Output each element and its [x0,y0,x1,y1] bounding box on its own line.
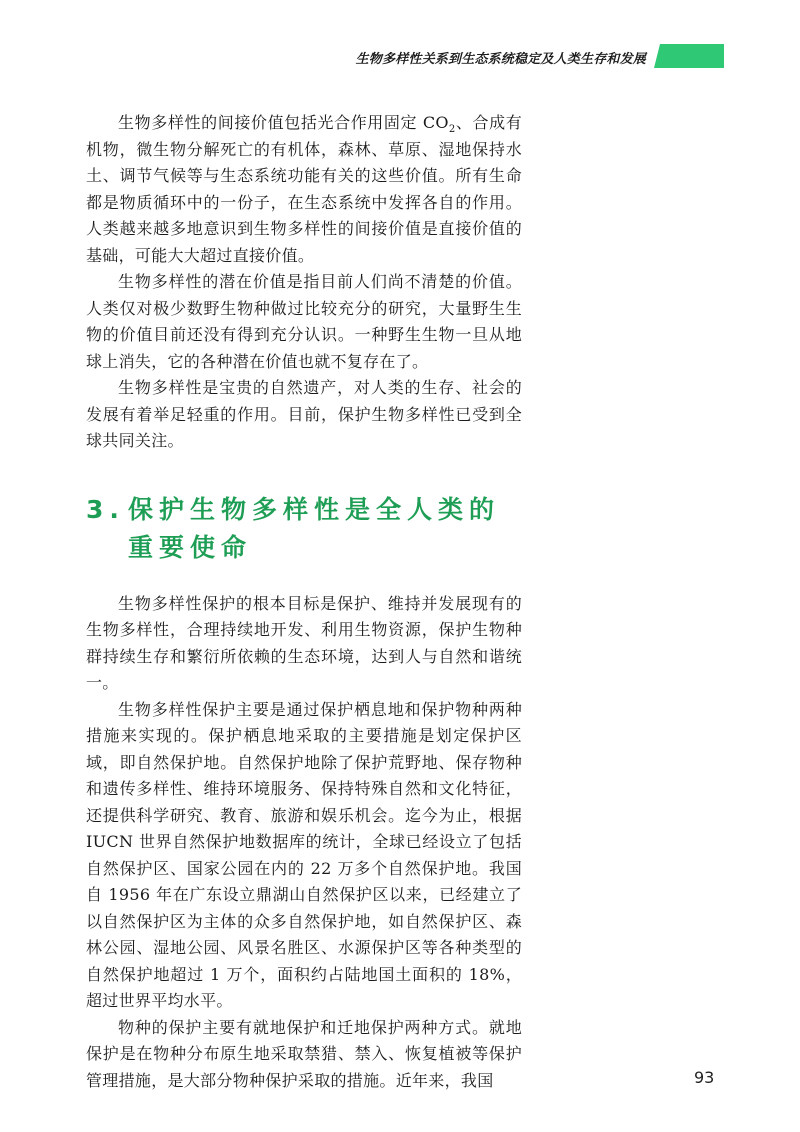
page-body [86,110,522,1094]
subscript: 2 [448,124,456,136]
page-number: 93 [694,1068,715,1087]
paragraph-potential-value: 生物多样性的潜在价值是指目前人们尚不清楚的价值。人类仅对极少数野生物种做过比较充分的研究，大量野生生物的价值目前还没有得到充分认识。一种野生生物一旦从地球上消失，它的各种潜在价值也就不复存在了。 [86,272,522,371]
section-title: 保护生物多样性是全人类的重要使命 [128,494,501,562]
section-number: 3. [86,494,125,524]
paragraph-habitat-protection: 生物多样性保护主要是通过保护栖息地和保护物种两种措施来实现的。保护栖息地采取的主要措施是划定保护区域，即自然保护地。自然保护地除了保护荒野地、保存物种和遗传多样性、维持环境服务、保持特殊自然和文化特征，还提供科学研究、教育、旅游和娱乐机会。迄今为止，根据 IUCN 世界自然保护地数据库的统计，全球已经设立了包括自然保护区、国家公园在内的 22 万多个自然保护地。我国自 1956 年在广东设立鼎湖山自然保护区以来，已经建立了以自然保护区为主体的众多自然保护地，如自然保护区、森林公园、湿地公园、风景名胜区、水源保护区等各种类型的自然保护地超过 1 万个，面积约占陆地国土面积的 18%，超过世界平均水平。 [86,699,522,1010]
paragraph-indirect-value [86,110,522,269]
section-heading [86,491,522,567]
paragraph-text: 、合成有机物，微生物分解死亡的有机体，森林、草原、湿地保持水土、调节气候等与生态系统功能有关的这些价值。所有生命都是物质循环中的一份子，在生态系统中发挥各自的作用。人类越来越多地意识到生物多样性的间接价值是直接价值的基础，可能大大超过直接价值。 [86,113,522,265]
paragraph-protection-goal: 生物多样性保护的根本目标是保护、维持并发展现有的生物多样性，合理持续地开发、利用生物资源，保护生物种群持续生存和繁衍所依赖的生态环境，达到人与自然和谐统一。 [86,593,522,692]
paragraph-species-protection: 物种的保护主要有就地保护和迁地保护两种方式。就地保护是在物种分布原生地采取禁猎、禁入、恢复植被等保护管理措施，是大部分物种保护采取的措施。近年来，我国 [86,1017,522,1090]
running-title: 生物多样性关系到生态系统稳定及人类生存和发展 [355,52,646,67]
paragraph-text: 生物多样性的间接价值包括光合作用固定 CO [118,113,449,132]
header-accent-tab [654,44,724,68]
paragraph-natural-heritage: 生物多样性是宝贵的自然遗产，对人类的生存、社会的发展有着举足轻重的作用。目前，保护生物多样性已受到全球共同关注。 [86,378,522,450]
